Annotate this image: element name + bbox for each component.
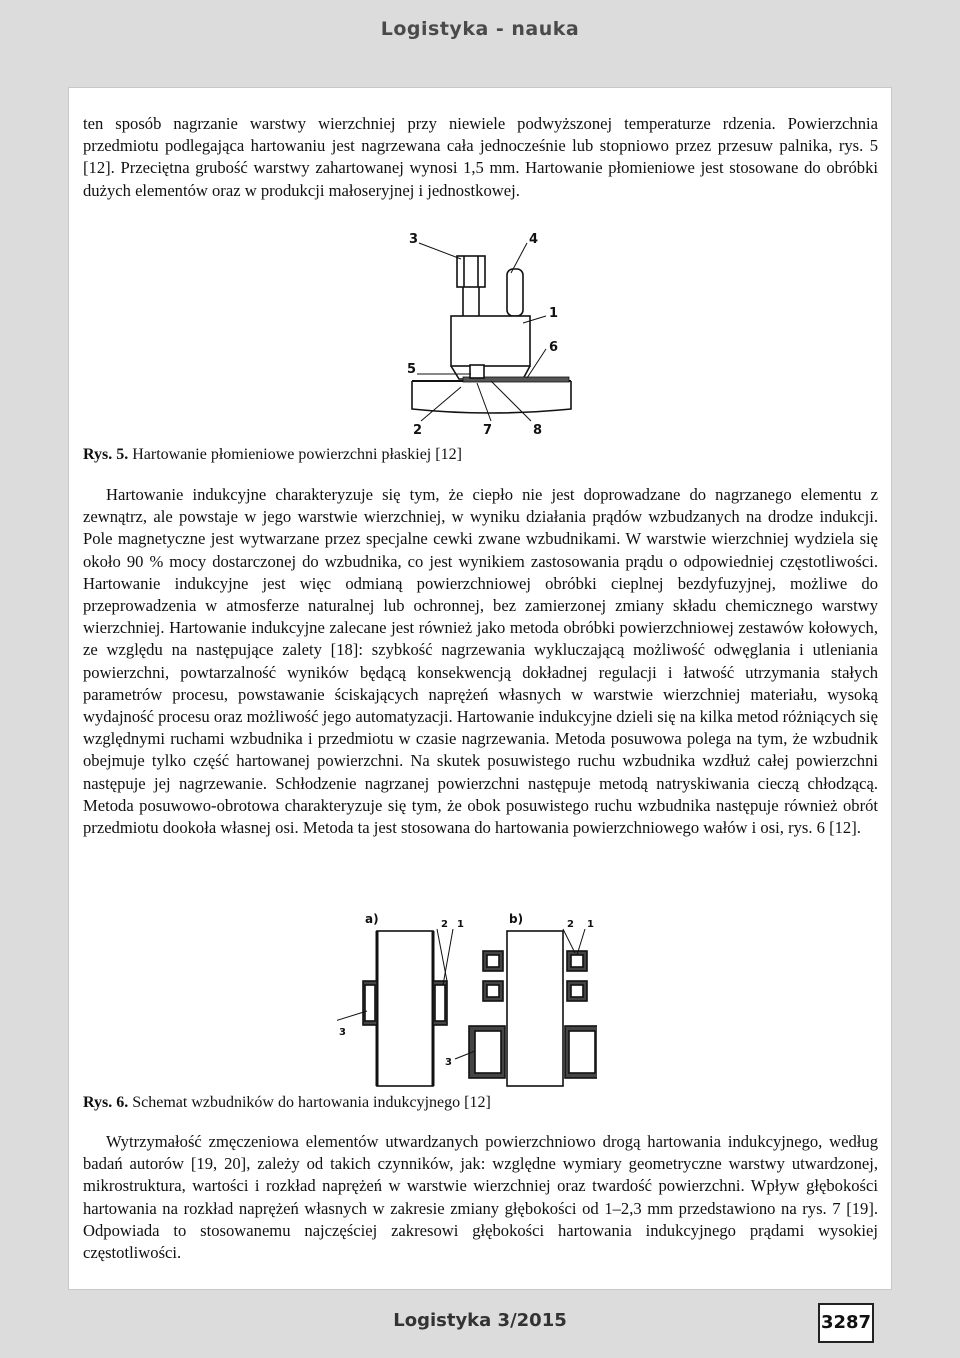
fig6b-label-1: 1 (587, 919, 594, 930)
fig6a-label-1: 1 (457, 919, 464, 930)
running-header: Logistyka - nauka (380, 18, 580, 40)
fig6-panel-a: a) (365, 912, 379, 926)
fig6-panel-b: b) (509, 912, 524, 926)
paragraph-flame-hardening: ten sposób nagrzanie warstwy wierzchniej przy niewiele podwyższonej temperaturze rdzenia. Powierzchnia przedmiotu podlegająca hartowaniu jest nagrzewana cała jednocześnie lub stopniowo przez przesuw palnika, rys. 5 [12]. Przeciętna grubość warstwy zahartowanej wynosi 1,5 mm. Hartowanie płomieniowe jest stosowane do obróbki dużych elementów oraz w produkcji małoseryjnej i jednostkowej. (83, 114, 878, 200)
fig6b-label-3: 3 (445, 1057, 452, 1068)
paragraph-fatigue-strength: Wytrzymałość zmęczeniowa elementów utwardzanych powierzchniowo drogą hartowania indukcyjnego, według badań autorów [19, 20], zależy od takich czynników, jak: względne wymiary geometryczne warstwy utwardzonej, mikrostruktura, wartości i rozkład naprężeń w warstwie wierzchniej oraz twardość powierzchni. Wpływ głębokości hartowania na rozkład naprężeń własnych w zakresie zmiany głębokości od 1–2,3 mm przedstawiono na rys. 7 [19]. Odpowiada to stosowanemu najczęściej zakresowi głębokości hartowania indukcyjnego prądami wysokiej częstotliwości. (83, 1132, 878, 1263)
figure-6-caption (83, 1093, 491, 1113)
figure-6-caption-text: Schemat wzbudników do hartowania indukcyjnego [12] (132, 1094, 491, 1111)
fig5-label-1: 1 (549, 306, 559, 321)
page-number: 3287 (818, 1303, 874, 1343)
paragraph-induction-hardening: Hartowanie indukcyjne charakteryzuje się tym, że ciepło nie jest doprowadzane do nagrzanego elementu z zewnątrz, ale powstaje w jego warstwie wierzchniej, w wyniku działania prądów wzbudzanych na drodze indukcji. Pole magnetyczne jest wytwarzane przez specjalne cewki zwane wzbudnikami. W warstwie wierzchniej wydziela się około 90 % mocy dostarczonej do wzbudnika, co jest wynikiem zastosowania prądu o odpowiedniej częstotliwości. Hartowanie indukcyjne jest więc odmianą powierzchniowej obróbki cieplnej bezdyfuzyjnej, możliwe do przeprowadzenia w atmosferze naturalnej lub ochronnej, bez zamierzonej zmiany składu chemicznego warstwy wierzchniej. Hartowanie indukcyjne zalecane jest również jako metoda obróbki powierzchniowej zestawów kołowych, ze względu na następujące zalety [18]: szybkość nagrzewania wykluczającą możliwość odwęglania i utleniania powierzchni, powtarzalność wyników będącą konsekwencją dokładnej regulacji i łatwość utrzymania stałych parametrów procesu, powstawanie ściskających naprężeń własnych w warstwie wierzchniej materiału, wysoką wydajność procesu oraz możliwość jego automatyzacji. Hartowanie indukcyjne dzieli się na kilka metod różniących się względnymi ruchami wzbudnika i przedmiotu w czasie nagrzewania. Metoda posuwowa polega na tym, że wzbudnik obejmuje tylko część hartowanej powierzchni. Na skutek posuwistego ruchu wzbudnika wzdłuż całej powierzchni następuje jej nagrzewanie. Schłodzenie nagrzanej powierzchni następuje metodą natryskiwania cieczą chłodzącą. Metoda posuwowo-obrotowa charakteryzuje się tym, że obok posuwistego ruchu wzbudnika następuje również obrót przedmiotu dookoła własnej osi. Metoda ta jest stosowana do hartowania powierzchniowego wałów i osi, rys. 6 [12]. (83, 485, 878, 838)
fig6b-label-2: 2 (567, 919, 574, 930)
figure-5-caption (83, 445, 462, 465)
figure-6-caption-label: Rys. 6. (83, 1094, 129, 1111)
page-content (68, 87, 892, 1290)
fig5-label-7: 7 (483, 423, 493, 436)
fig5-label-5: 5 (407, 362, 417, 377)
figure-5-caption-text: Hartowanie płomieniowe powierzchni płaskiej [12] (132, 446, 462, 463)
fig5-label-3: 3 (409, 232, 419, 247)
fig5-label-8: 8 (533, 423, 543, 436)
figure-5-diagram (399, 231, 574, 436)
fig5-label-6: 6 (549, 340, 559, 355)
fig5-label-2: 2 (413, 423, 423, 436)
fig5-label-4: 4 (529, 232, 539, 247)
journal-footer: Logistyka 3/2015 (393, 1310, 567, 1331)
fig6a-label-3: 3 (339, 1027, 346, 1038)
fig6a-label-2: 2 (441, 919, 448, 930)
figure-6-diagram (337, 911, 597, 1091)
figure-5-caption-label: Rys. 5. (83, 446, 129, 463)
